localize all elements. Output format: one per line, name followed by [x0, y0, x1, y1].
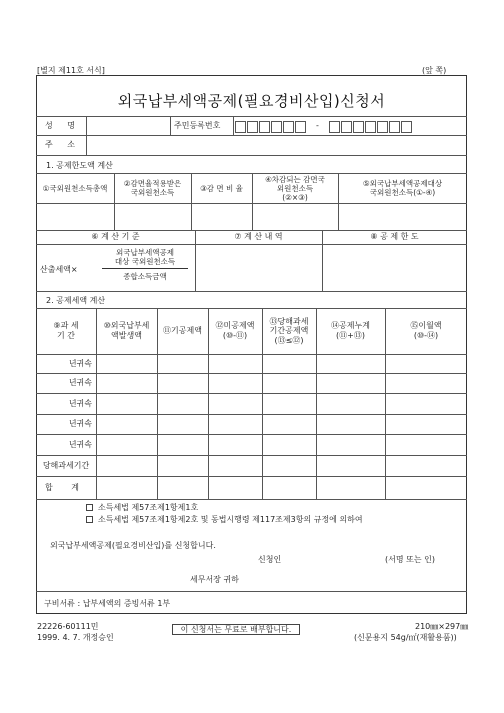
col-foreign-tax-incurred: ⑩외국납부세 액발생액 — [103, 321, 150, 340]
section1-heading: 1. 공제한도액 계산 — [46, 161, 113, 170]
paper-spec: (신문용지 54g/㎡(재활용품)) — [354, 633, 457, 642]
id-dash: - — [316, 121, 319, 130]
checkbox-label: 소득세법 제57조제1항제2호 및 동법시행령 제117조제3항의 규정에 의하여 — [98, 515, 363, 524]
applicant-sign-label: 신청인 — [258, 555, 282, 564]
id-digit-box[interactable] — [365, 121, 376, 133]
formula-denominator: 종합소득금액 — [123, 272, 167, 281]
row-label: 년귀속 — [68, 398, 92, 408]
col-previously-deducted: ⑪기공제액 — [163, 326, 202, 336]
formula-prefix: 산출세액× — [40, 265, 78, 274]
formula-numerator: 외국납부세액공제 대상 국외원천소득 — [114, 248, 176, 266]
recipient: 세무서장 귀하 — [190, 575, 239, 584]
divider — [36, 591, 467, 592]
credit-limit-header: ⑧ 공 제 한 도 — [370, 232, 419, 242]
address-label: 주 소 — [45, 140, 81, 149]
col-foreign-income-total: ①국외원천소득총액 — [42, 183, 108, 193]
id-digit-box[interactable] — [389, 121, 400, 133]
col-reduction-rate: ③감 면 비 율 — [200, 183, 243, 193]
id-digit-box[interactable] — [353, 121, 364, 133]
row-label-current-period: 당해과세기간 — [42, 460, 90, 470]
col-deducted-income: ④차감되는 감면국 외원천소득 (②×③) — [265, 174, 325, 202]
id-digit-box[interactable] — [341, 121, 352, 133]
section2-heading: 2. 공제세액 계산 — [46, 296, 106, 305]
form-code: 22226-60111민 — [37, 622, 99, 631]
col-undeducted: ⑫미공제액 (⑩-⑪) — [215, 321, 255, 340]
id-digit-box[interactable] — [377, 121, 388, 133]
id-number-label: 주민등록번호 — [174, 121, 221, 130]
divider — [36, 414, 467, 415]
name-label: 성 명 — [45, 121, 81, 130]
divider — [36, 244, 467, 245]
row-label: 년귀속 — [68, 439, 92, 449]
row-label: 년귀속 — [68, 419, 92, 429]
divider — [36, 135, 467, 136]
id-digit-box[interactable] — [247, 121, 258, 133]
divider — [36, 354, 467, 355]
fraction-line — [102, 268, 188, 269]
divider — [36, 291, 467, 292]
checkbox-article57-2[interactable] — [86, 516, 93, 523]
page-side-label: (앞 쪽) — [422, 66, 447, 75]
free-distribution-notice: 이 신청서는 무료로 배부합니다. — [172, 624, 300, 635]
form-title: 외국납부세액공제(필요경비산입)신청서 — [117, 92, 386, 110]
approval-date: 1999. 4. 7. 개정승인 — [37, 633, 114, 642]
form-number: [별지 제11호 서식] — [37, 66, 105, 75]
divider — [36, 434, 467, 435]
divider — [36, 373, 467, 374]
row-label-total: 합 계 — [45, 482, 87, 492]
sign-hint: (서명 또는 인) — [385, 555, 435, 564]
id-digit-box[interactable] — [259, 121, 270, 133]
divider — [36, 155, 467, 156]
id-digit-box[interactable] — [401, 121, 412, 133]
checkbox-article57-1[interactable] — [86, 504, 93, 511]
divider — [86, 116, 87, 155]
divider — [170, 116, 171, 135]
col-current-period-deduction: ⑬당해과세 기간공제액 (⑬≤⑫) — [269, 316, 309, 345]
col-reduced-income: ②감면율적용받은 국외원천소득 — [123, 179, 182, 197]
divider — [36, 455, 467, 456]
attachments-note: 구비서류 : 납부세액의 증빙서류 1부 — [44, 599, 171, 608]
row-label: 년귀속 — [68, 378, 92, 388]
calc-basis-header: ⑥ 계 산 기 준 — [91, 232, 140, 242]
divider — [233, 116, 234, 135]
declaration-text: 외국납부세액공제(필요경비산입)를 신청합니다. — [50, 541, 216, 550]
divider — [36, 499, 467, 500]
paper-size: 210㎜×297㎜ — [415, 622, 469, 631]
id-digit-box[interactable] — [235, 121, 246, 133]
divider — [36, 116, 467, 117]
id-digit-box[interactable] — [329, 121, 340, 133]
id-digit-box[interactable] — [295, 121, 306, 133]
id-digit-box[interactable] — [283, 121, 294, 133]
divider — [36, 476, 467, 477]
divider — [36, 393, 467, 394]
col-tax-period: ⑨과 세 기 간 — [53, 321, 79, 340]
col-cumulative-deduction: ⑭공제누계 (⑪+⑬) — [331, 321, 370, 340]
calc-detail-header: ⑦ 계 산 내 역 — [234, 232, 283, 242]
id-digit-box[interactable] — [271, 121, 282, 133]
checkbox-label: 소득세법 제57조제1항제1호 — [98, 503, 199, 512]
row-label: 년귀속 — [68, 358, 92, 368]
col-carryover: ⑮이월액 (⑩-⑭) — [410, 321, 442, 340]
col-credit-target-income: ⑤외국납부세액공제대상 국외원천소득(①-④) — [362, 179, 443, 197]
